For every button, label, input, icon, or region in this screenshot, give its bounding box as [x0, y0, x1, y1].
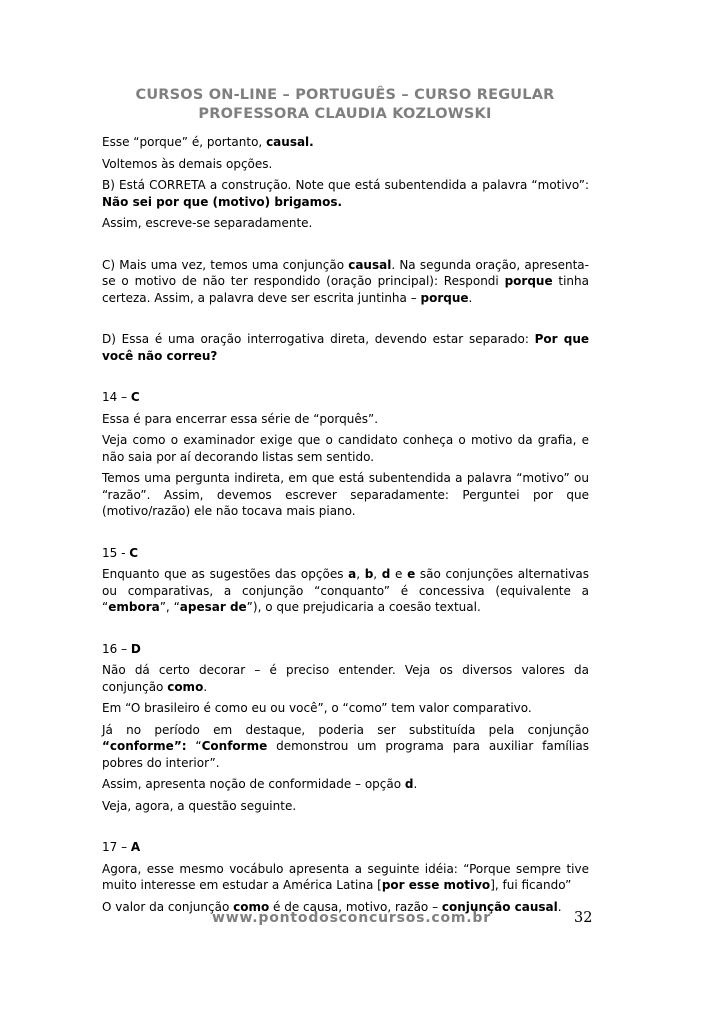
- paragraph: [102, 331, 589, 364]
- paragraph: [102, 839, 589, 856]
- text-run: Enquanto que as sugestões das opções: [102, 567, 349, 581]
- text-run: é de causa, motivo, razão –: [269, 899, 442, 914]
- bold-text: C: [129, 545, 139, 560]
- bold-text: apesar de: [179, 600, 247, 614]
- text-run: ,: [356, 567, 365, 581]
- bold-text: porque: [420, 290, 469, 305]
- text-run: .: [413, 777, 418, 791]
- paragraph: [102, 134, 589, 151]
- document-body: [102, 134, 589, 920]
- paragraph: [102, 566, 589, 616]
- bold-text: Por que você não correu?: [102, 332, 589, 363]
- page-footer: [0, 910, 728, 930]
- bold-text: Conforme: [201, 739, 268, 753]
- text-run: .: [557, 899, 562, 914]
- bold-text: “conforme”:: [102, 739, 187, 753]
- paragraph-spacer: [102, 525, 589, 545]
- bold-text: C: [130, 390, 140, 404]
- bold-text: A: [130, 840, 141, 854]
- paragraph-spacer: [102, 369, 589, 389]
- paragraph: [102, 776, 589, 793]
- paragraph: [102, 722, 589, 772]
- paragraph-spacer: [102, 819, 589, 839]
- text-run: 16 –: [102, 641, 131, 656]
- paragraph: [102, 861, 589, 894]
- text-run: Em “O brasileiro é como eu ou você”, o “como” tem valor comparativo.: [102, 701, 532, 715]
- text-run: Veja como o examinador exige que o candidato conheça o motivo da grafia, e não saia por aí decorando listas sem sentido.: [102, 433, 589, 464]
- text-run: Veja, agora, a questão seguinte.: [102, 798, 297, 813]
- text-run: “: [186, 739, 202, 753]
- bold-text: D: [130, 641, 141, 656]
- text-run: D) Essa é uma oração interrogativa direta, devendo estar separado:: [102, 332, 535, 346]
- paragraph-spacer: [102, 237, 589, 257]
- paragraph: [102, 700, 589, 717]
- text-run: tinha certeza. Assim, a palavra deve ser escrita juntinha –: [102, 274, 589, 305]
- text-run: B) Está CORRETA a construção. Note que está subentendida a palavra “motivo”:: [102, 178, 589, 192]
- text-run: C) Mais uma vez, temos uma conjunção: [102, 257, 349, 272]
- bold-text: b: [364, 567, 374, 581]
- bold-text: d: [381, 567, 391, 581]
- text-run: Assim, escreve-se separadamente.: [102, 216, 313, 230]
- bold-text: e: [407, 567, 416, 581]
- text-run: Temos uma pergunta indireta, em que está subentendida a palavra “motivo” ou “razão”. Assim, devemos escrever separadamente: Perguntei por que (motivo/razão) ele não tocava mais piano.: [102, 471, 589, 518]
- paragraph: [102, 257, 589, 307]
- text-run: ”), o que prejudicaria a coesão textual.: [246, 600, 481, 614]
- footer-website-link[interactable]: www.pontodosconcursos.com.br: [212, 910, 491, 926]
- bold-text: por esse motivo: [381, 878, 491, 892]
- text-run: Agora, esse mesmo vocábulo apresenta a seguinte idéia: “Porque sempre tive muito interesse em estudar a América Latina [: [102, 861, 589, 892]
- text-run: 15 -: [102, 545, 130, 560]
- bold-text: a: [348, 567, 357, 581]
- paragraph: [102, 545, 589, 562]
- text-run: ,: [373, 567, 382, 581]
- text-run: O valor da conjunção: [102, 899, 234, 914]
- paragraph: [102, 470, 589, 520]
- paragraph: [102, 411, 589, 428]
- bold-text: como: [167, 679, 204, 694]
- paragraph: [102, 177, 589, 210]
- paragraph: [102, 641, 589, 658]
- text-run: .: [468, 290, 473, 305]
- text-run: Voltemos às demais opções.: [102, 156, 273, 171]
- bold-text: causal: [348, 257, 392, 272]
- text-run: e: [390, 567, 408, 581]
- text-run: Esse “porque” é, portanto,: [102, 135, 267, 149]
- text-run: .: [203, 679, 208, 694]
- bold-text: embora: [108, 600, 160, 614]
- bold-text: porque: [504, 274, 553, 288]
- text-run: ], fui ficando”: [490, 878, 572, 892]
- header-course-title: CURSOS ON-LINE – PORTUGUÊS – CURSO REGULAR: [135, 87, 555, 103]
- paragraph-spacer: [102, 621, 589, 641]
- paragraph: [102, 215, 589, 232]
- paragraph: [102, 798, 589, 815]
- text-run: . Na segunda oração, apresenta-se o motivo de não ter respondido (oração principal): Respondi: [102, 257, 589, 288]
- bold-text: d: [404, 777, 414, 791]
- paragraph: [102, 662, 589, 695]
- bold-text: Não sei por que (motivo) brigamos.: [102, 194, 343, 209]
- paragraph-spacer: [102, 311, 589, 331]
- page-number: 32: [574, 910, 593, 926]
- paragraph: [102, 156, 589, 173]
- text-run: 17 –: [102, 840, 131, 854]
- text-run: Já no período em destaque, poderia ser substituída pela conjunção: [102, 722, 589, 737]
- bold-text: conjunção causal: [441, 899, 558, 914]
- bold-text: como: [233, 899, 270, 914]
- paragraph: [102, 389, 589, 406]
- text-run: demonstrou um programa para auxiliar famílias pobres do interior”.: [102, 739, 590, 770]
- paragraph: [102, 432, 589, 465]
- text-run: 14 –: [102, 390, 131, 404]
- text-run: ”, “: [159, 600, 180, 614]
- bold-text: causal.: [266, 135, 314, 149]
- text-run: Essa é para encerrar essa série de “porquês”.: [102, 411, 379, 426]
- text-run: são conjunções alternativas ou comparativas, a conjunção “conquanto” é concessiva (equivalente a “: [102, 567, 590, 614]
- text-run: Não dá certo decorar – é preciso entender. Veja os diversos valores da conjunção: [102, 663, 589, 694]
- page-header: [100, 86, 590, 124]
- text-run: Assim, apresenta noção de conformidade – opção: [102, 777, 405, 791]
- header-professor-name: PROFESSORA CLAUDIA KOZLOWSKI: [198, 106, 492, 122]
